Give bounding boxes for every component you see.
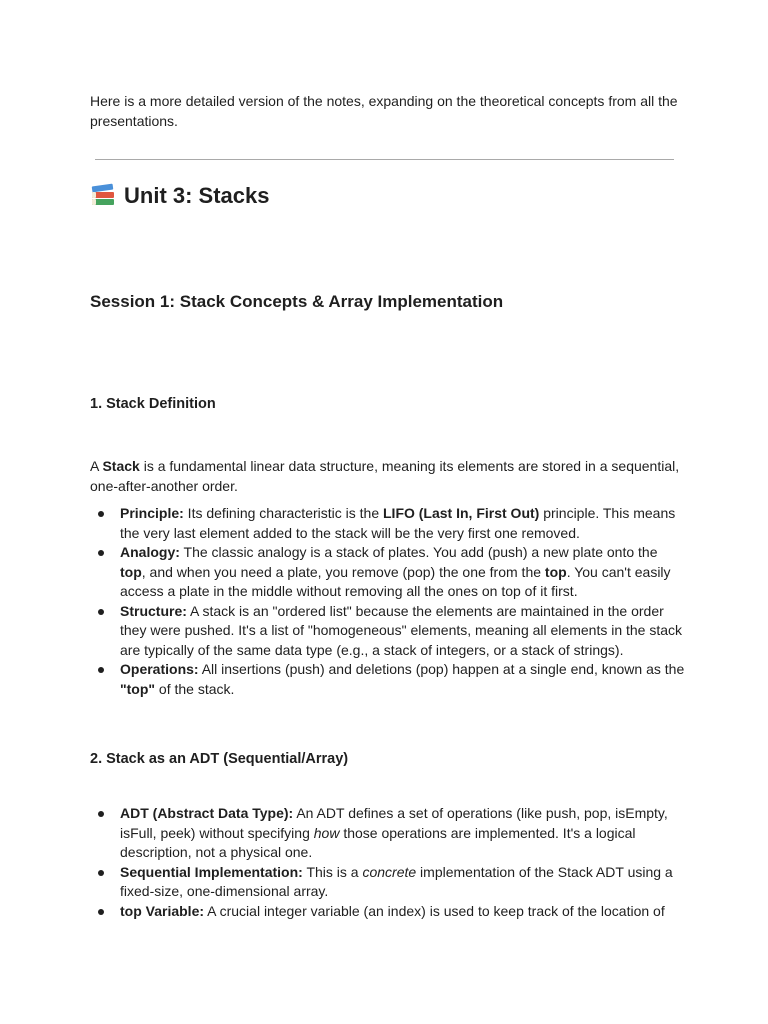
bold-run: "top" (120, 680, 156, 697)
text-run: principle. This means the very last element added to the stack will be the very first one removed. (120, 505, 676, 541)
section1-heading: 1. Stack Definition (90, 396, 216, 412)
stack-definition-paragraph (90, 457, 685, 496)
session-heading: Session 1: Stack Concepts & Array Implementation (90, 292, 504, 311)
item-label: Structure: (120, 602, 187, 619)
item-label: Operations: (120, 661, 199, 677)
books-emoji-icon (90, 183, 117, 207)
bold-run: Stack (102, 458, 140, 474)
italic-run: how (313, 824, 340, 841)
text-run: All insertions (push) and deletions (pop) happen at a single end, known as the (198, 661, 685, 677)
bullet-icon (98, 870, 104, 876)
adt-list (90, 804, 685, 921)
bold-run: top (120, 563, 142, 580)
text-run: . You can't easily access a plate in the middle without removing all the ones on top of it first. (120, 563, 671, 599)
text-run: A stack is an "ordered list" because the elements are maintained in the order they were pushed. It's a list of "homogeneous" elements, meaning all elements in the stack are typically of the same data type (e.g., a stack of integers, or a stack of strings). (120, 602, 683, 658)
item-label: Analogy: (120, 544, 180, 560)
bold-run: top (544, 563, 567, 580)
unit-heading (90, 180, 270, 212)
bullet-icon (98, 667, 104, 673)
list-item (90, 902, 685, 922)
text-run: A (90, 458, 103, 474)
text-run: This is a (302, 863, 363, 880)
item-label: top Variable: (120, 902, 205, 919)
text-run: Its defining characteristic is the (183, 505, 383, 521)
horizontal-divider (95, 159, 674, 160)
list-item (90, 543, 685, 602)
list-item (90, 863, 685, 902)
item-label: Sequential Implementation: (120, 863, 303, 880)
list-item (90, 504, 685, 543)
bullet-icon (98, 550, 104, 556)
text-run: A crucial integer variable (an index) is used to keep track of the location of (204, 902, 665, 919)
intro-paragraph: Here is a more detailed version of the notes, expanding on the theoretical concepts from all the presentations. (90, 93, 678, 129)
text-run: those operations are implemented. It's a logical description, not a physical one. (120, 824, 636, 860)
bold-run: LIFO (Last In, First Out) (383, 505, 540, 521)
text-run: implementation of the Stack ADT using a fixed-size, one-dimensional array. (120, 863, 673, 899)
text-run: The classic analogy is a stack of plates. You add (push) a new plate onto the (179, 544, 658, 560)
bullet-icon (98, 609, 104, 615)
bullet-icon (98, 909, 104, 915)
list-item (90, 602, 685, 661)
italic-run: concrete (362, 863, 417, 880)
text-run: is a fundamental linear data structure, meaning its elements are stored in a sequential, one-after-another order. (90, 458, 680, 494)
stack-definition-list (90, 504, 685, 699)
section2-heading: 2. Stack as an ADT (Sequential/Array) (90, 751, 349, 767)
list-item (90, 804, 685, 863)
item-label: Principle: (120, 505, 184, 521)
list-item (90, 660, 685, 699)
bullet-icon (98, 811, 104, 817)
bullet-icon (98, 511, 104, 517)
text-run: , and when you need a plate, you remove (pop) the one from the (141, 563, 545, 580)
text-run: An ADT defines a set of operations (like push, pop, isEmpty, isFull, peek) without specifying (120, 805, 668, 841)
text-run: of the stack. (155, 680, 235, 697)
unit-title: Unit 3: Stacks (124, 183, 270, 208)
item-label: ADT (Abstract Data Type): (120, 805, 294, 821)
